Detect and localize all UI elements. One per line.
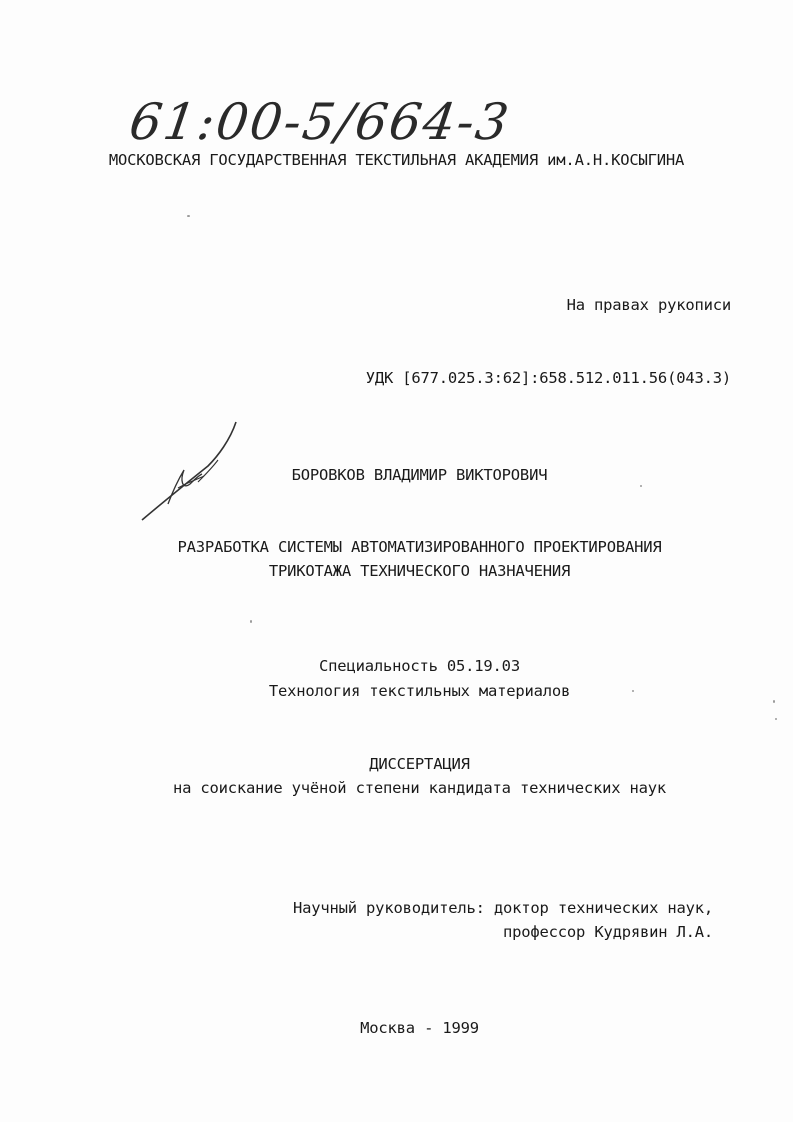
scan-speck: [632, 690, 634, 692]
title-line-1: РАЗРАБОТКА СИСТЕМЫ АВТОМАТИЗИРОВАННОГО ПРОЕКТИРОВАНИЯ: [177, 538, 662, 556]
scan-speck: [640, 485, 642, 487]
supervisor-line-1: Научный руководитель: доктор технических наук,: [293, 899, 714, 917]
scan-speck: [773, 700, 775, 703]
archive-number-handwritten: 61:00-5/664-3: [125, 93, 514, 151]
supervisor-line-2: профессор Кудрявин Л.А.: [503, 923, 714, 941]
specialty-code: Специальность 05.19.03: [319, 657, 520, 675]
degree-text: на соискание учёной степени кандидата технических наук: [172, 779, 667, 797]
scan-speck: [775, 718, 777, 720]
title-line-2: ТРИКОТАЖА ТЕХНИЧЕСКОГО НАЗНАЧЕНИЯ: [268, 562, 571, 580]
author-name: БОРОВКОВ ВЛАДИМИР ВИКТОРОВИЧ: [291, 466, 548, 484]
specialty-name: Технология текстильных материалов: [268, 682, 571, 700]
institution-name: МОСКОВСКАЯ ГОСУДАРСТВЕННАЯ ТЕКСТИЛЬНАЯ АКАДЕМИЯ им.А.Н.КОСЫГИНА: [108, 151, 685, 169]
scan-speck: [187, 215, 190, 217]
rights-note: На правах рукописи: [566, 296, 731, 314]
work-type-label: ДИССЕРТАЦИЯ: [369, 755, 470, 773]
scan-speck: [250, 620, 252, 623]
place-year: Москва - 1999: [360, 1019, 479, 1037]
udc-code: УДК [677.025.3:62]:658.512.011.56(043.3): [365, 369, 731, 387]
